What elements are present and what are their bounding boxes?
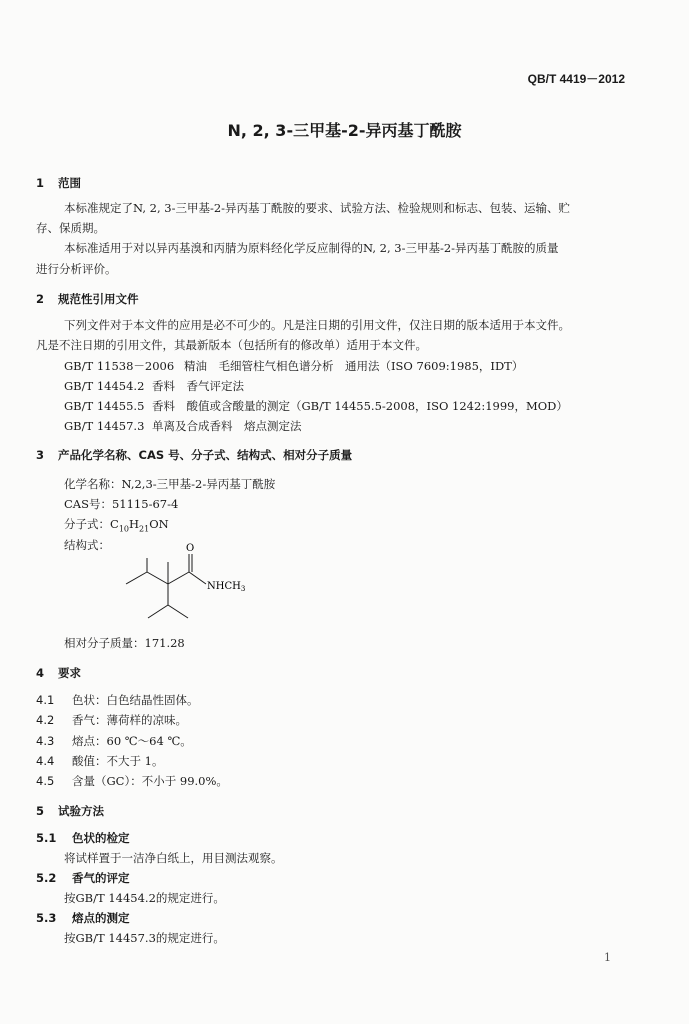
- subsection-number: 5.1: [36, 831, 57, 845]
- section-number: 4: [36, 666, 45, 680]
- bond: [148, 605, 168, 618]
- item-text: 酸值：不大于 1。: [72, 754, 164, 768]
- item-number: 4.2: [36, 713, 55, 727]
- item-text: 熔点：60 ℃～64 ℃。: [72, 734, 192, 748]
- item-text: 色状：白色结晶性固体。: [72, 693, 199, 707]
- document-title: N, 2, 3-三甲基-2-异丙基丁酰胺: [227, 121, 462, 140]
- section-3-heading: [36, 447, 352, 463]
- reference-title: 香料 酸值或含酸量的测定（GB/T 14455.5-2008，ISO 1242:1999，MOD）: [152, 399, 568, 413]
- bond: [126, 572, 147, 584]
- section-number: 2: [36, 292, 45, 306]
- subsection-title: 熔点的测定: [72, 911, 130, 925]
- references-paragraph-line-1: 下列文件对于本文件的应用是必不可少的。凡是注日期的引用文件，仅注日期的版本适用于本文件。: [64, 318, 570, 332]
- requirement-item: [36, 712, 187, 728]
- subsection-number: 5.2: [36, 871, 57, 885]
- molecular-mass: 相对分子质量：171.28: [64, 636, 185, 650]
- item-number: 4.1: [36, 693, 55, 707]
- reference-item: [64, 418, 302, 434]
- section-5-heading: [36, 803, 104, 819]
- test-method-text: 按GB/T 14454.2的规定进行。: [64, 891, 225, 905]
- reference-title: 香料 香气评定法: [152, 379, 244, 393]
- section-4-heading: [36, 665, 81, 681]
- nhch3-group: $NHCH_3$: [207, 581, 246, 593]
- section-title: 规范性引用文件: [58, 292, 139, 306]
- reference-code: GB/T 14457.3: [64, 419, 145, 433]
- requirement-item: [36, 773, 228, 789]
- subsection-title: 香气的评定: [72, 871, 130, 885]
- reference-item: [64, 398, 568, 414]
- item-number: 4.3: [36, 734, 55, 748]
- test-method-heading: [36, 870, 130, 886]
- item-text: 含量（GC）：不小于 99.0%。: [72, 774, 228, 788]
- formula-carbon-count: 10: [118, 524, 129, 534]
- reference-code: GB/T 14454.2: [64, 379, 145, 393]
- bond: [189, 572, 206, 584]
- reference-item: [64, 378, 244, 394]
- subsection-title: 色状的检定: [72, 831, 130, 845]
- oxygen-atom: O: [186, 543, 195, 554]
- item-number: 4.4: [36, 754, 55, 768]
- reference-title: 单离及合成香料 熔点测定法: [152, 419, 302, 433]
- section-1-heading: [36, 175, 81, 191]
- structure-label: 结构式：: [64, 538, 110, 552]
- section-title: 要求: [58, 666, 81, 680]
- section-number: 5: [36, 804, 45, 818]
- structural-formula: [110, 535, 280, 635]
- scope-paragraph-2-line-2: 进行分析评价。: [36, 262, 117, 276]
- section-title: 范围: [58, 176, 81, 190]
- references-paragraph-line-2: 凡是不注日期的引用文件，其最新版本（包括所有的修改单）适用于本文件。: [36, 338, 427, 352]
- bond: [168, 572, 189, 584]
- reference-code: GB/T 11538－2006: [64, 359, 175, 373]
- test-method-text: 按GB/T 14457.3的规定进行。: [64, 931, 225, 945]
- section-number: 1: [36, 176, 45, 190]
- formula-hydrogen: H: [129, 517, 140, 531]
- scope-paragraph-1-line-2: 存、保质期。: [36, 221, 105, 235]
- scope-paragraph-1-line-1: 本标准规定了N, 2, 3-三甲基-2-异丙基丁酰胺的要求、试验方法、检验规则和标志、包装、运输、贮: [64, 201, 571, 215]
- test-method-heading: [36, 830, 130, 846]
- test-method-heading: [36, 910, 130, 926]
- item-text: 香气：薄荷样的凉味。: [72, 713, 187, 727]
- requirement-item: [36, 733, 192, 749]
- bond: [168, 605, 188, 618]
- page-number: 1: [604, 951, 611, 964]
- molecular-formula: [64, 516, 169, 533]
- formula-oxygen-nitrogen: ON: [149, 517, 169, 531]
- formula-hydrogen-count: 21: [139, 524, 150, 534]
- formula-label: 分子式：: [64, 517, 110, 531]
- standard-number: QB/T 4419－2012: [527, 72, 625, 86]
- section-title: 试验方法: [58, 804, 104, 818]
- requirement-item: [36, 692, 199, 708]
- section-2-heading: [36, 291, 139, 307]
- chemical-name: 化学名称：N,2,3-三甲基-2-异丙基丁酰胺: [64, 477, 276, 491]
- test-method-text: 将试样置于一洁净白纸上，用目测法观察。: [64, 851, 283, 865]
- requirement-item: [36, 753, 163, 769]
- bond: [147, 572, 168, 584]
- reference-item: [64, 358, 523, 374]
- subsection-number: 5.3: [36, 911, 57, 925]
- scope-paragraph-2-line-1: 本标准适用于对以异丙基溴和丙腈为原料经化学反应制得的N, 2, 3-三甲基-2-异丙基丁酰胺的质量: [64, 241, 559, 255]
- formula-carbon: C: [110, 517, 119, 531]
- cas-number: CAS号：51115-67-4: [64, 497, 179, 511]
- reference-code: GB/T 14455.5: [64, 399, 145, 413]
- reference-title: 精油 毛细管柱气相色谱分析 通用法（ISO 7609:1985，IDT）: [184, 359, 524, 373]
- item-number: 4.5: [36, 774, 55, 788]
- section-title: 产品化学名称、CAS 号、分子式、结构式、相对分子质量: [58, 448, 353, 462]
- section-number: 3: [36, 448, 45, 462]
